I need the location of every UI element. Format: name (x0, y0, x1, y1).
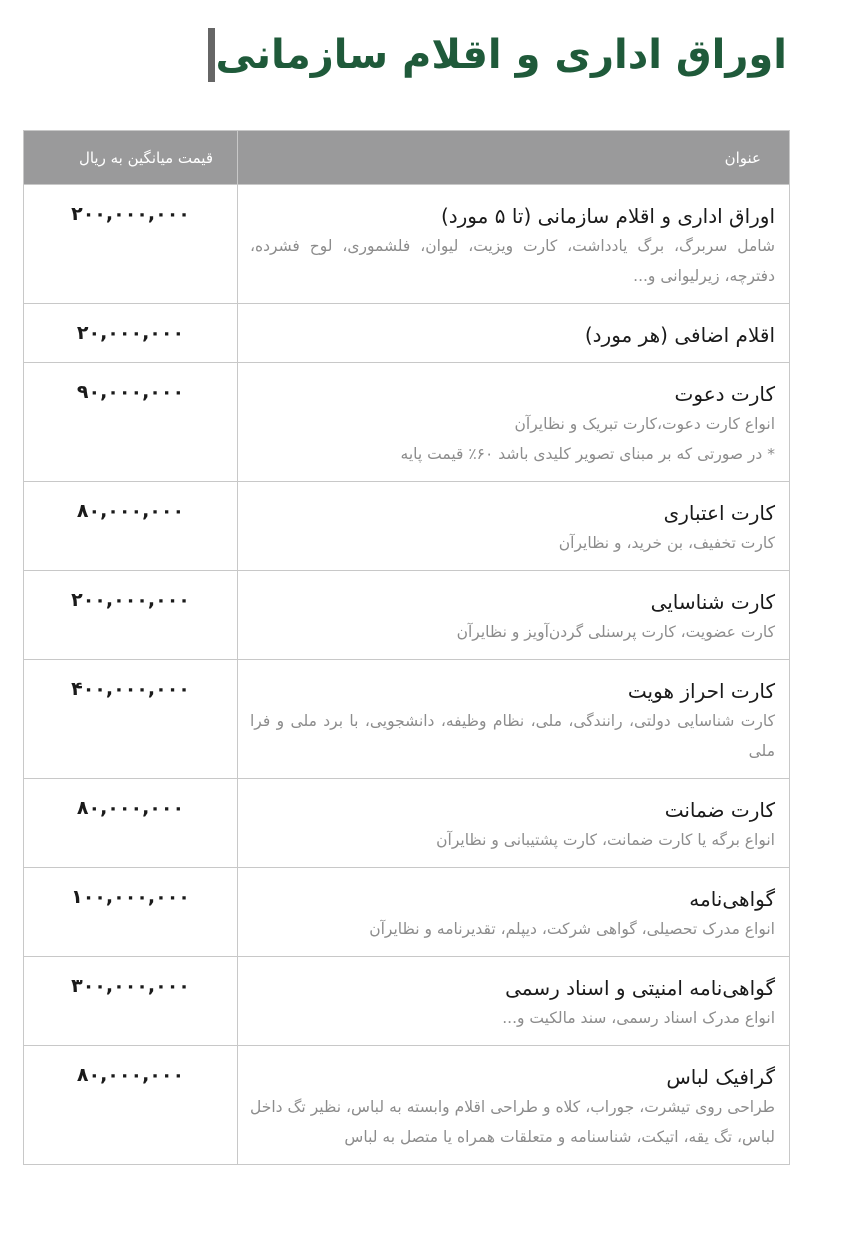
item-note: * در صورتی که بر مبنای تصویر کلیدی باشد ۶۰٪ قیمت پایه (400, 445, 775, 463)
item-title: گواهی‌نامه (689, 887, 775, 911)
page-header (196, 28, 787, 82)
table-row (24, 482, 790, 571)
table-row (24, 1046, 790, 1165)
item-title: گواهی‌نامه امنیتی و اسناد رسمی (505, 976, 775, 1000)
item-description: کارت تخفیف، بن خرید، و نظایرآن (558, 534, 775, 552)
row-title-cell (238, 304, 790, 363)
item-price: ۱۰۰,۰۰۰,۰۰۰ (24, 868, 238, 957)
table-row (24, 185, 790, 304)
item-title: اقلام اضافی (هر مورد) (584, 323, 775, 347)
table-header (24, 131, 790, 185)
row-title-cell (238, 185, 790, 304)
row-title-cell (238, 779, 790, 868)
price-table (23, 130, 790, 1165)
item-title: کارت ضمانت (664, 798, 775, 822)
page-title: اوراق اداری و اقلام سازمانی (215, 32, 787, 78)
item-description: انواع برگه یا کارت ضمانت، کارت پشتیبانی و نظایرآن (436, 831, 775, 849)
item-price: ۲۰۰,۰۰۰,۰۰۰ (24, 571, 238, 660)
item-description: شامل سربرگ، برگ یادداشت، کارت ویزیت، لیوان، فلشموری، لوح فشرده، دفترچه، زیرلیوانی و... (250, 237, 775, 285)
item-price: ۴۰۰,۰۰۰,۰۰۰ (24, 660, 238, 779)
row-title-cell (238, 868, 790, 957)
table-row (24, 363, 790, 482)
item-description: انواع کارت دعوت،کارت تبریک و نظایرآن (514, 415, 775, 433)
row-title-cell (238, 482, 790, 571)
item-description: کارت شناسایی دولتی، رانندگی، ملی، نظام وظیفه، دانشجویی، با برد ملی و فرا ملی (250, 712, 775, 760)
row-title-cell (238, 660, 790, 779)
table-row (24, 779, 790, 868)
item-price: ۲۰۰,۰۰۰,۰۰۰ (24, 185, 238, 304)
table-row (24, 571, 790, 660)
row-title-cell (238, 363, 790, 482)
table-row (24, 304, 790, 363)
item-price: ۸۰,۰۰۰,۰۰۰ (24, 1046, 238, 1165)
title-accent-bar (208, 28, 215, 82)
row-title-cell (238, 1046, 790, 1165)
item-price: ۸۰,۰۰۰,۰۰۰ (24, 779, 238, 868)
row-title-cell (238, 957, 790, 1046)
item-title: گرافیک لباس (666, 1065, 775, 1089)
item-description: طراحی روی تیشرت، جوراب، کلاه و طراحی اقلام وابسته به لباس، نظیر تگ داخل لباس، تگ یقه، اتیکت، شناسنامه و متعلقات همراه یا متصل به لباس (250, 1098, 775, 1146)
item-description: انواع مدرک تحصیلی، گواهی شرکت، دیپلم، تقدیرنامه و نظایرآن (369, 920, 775, 938)
item-price: ۹۰,۰۰۰,۰۰۰ (24, 363, 238, 482)
item-title: کارت دعوت (674, 382, 775, 406)
table-header-row (24, 131, 790, 185)
item-title: کارت شناسایی (650, 590, 775, 614)
item-price: ۳۰۰,۰۰۰,۰۰۰ (24, 957, 238, 1046)
table-row (24, 660, 790, 779)
table-body (24, 185, 790, 1165)
item-description: انواع مدرک اسناد رسمی، سند مالکیت و... (502, 1009, 775, 1027)
item-description: کارت عضویت، کارت پرسنلی گردن‌آویز و نظایرآن (456, 623, 775, 641)
header-title: عنوان (238, 131, 790, 185)
table-row (24, 957, 790, 1046)
item-title: اوراق اداری و اقلام سازمانی (تا ۵ مورد) (440, 204, 775, 228)
item-price: ۸۰,۰۰۰,۰۰۰ (24, 482, 238, 571)
item-title: کارت احراز هویت (627, 679, 775, 703)
item-title: کارت اعتباری (663, 501, 775, 525)
table-row (24, 868, 790, 957)
item-price: ۲۰,۰۰۰,۰۰۰ (24, 304, 238, 363)
row-title-cell (238, 571, 790, 660)
header-price: قیمت میانگین به ریال (24, 131, 238, 185)
